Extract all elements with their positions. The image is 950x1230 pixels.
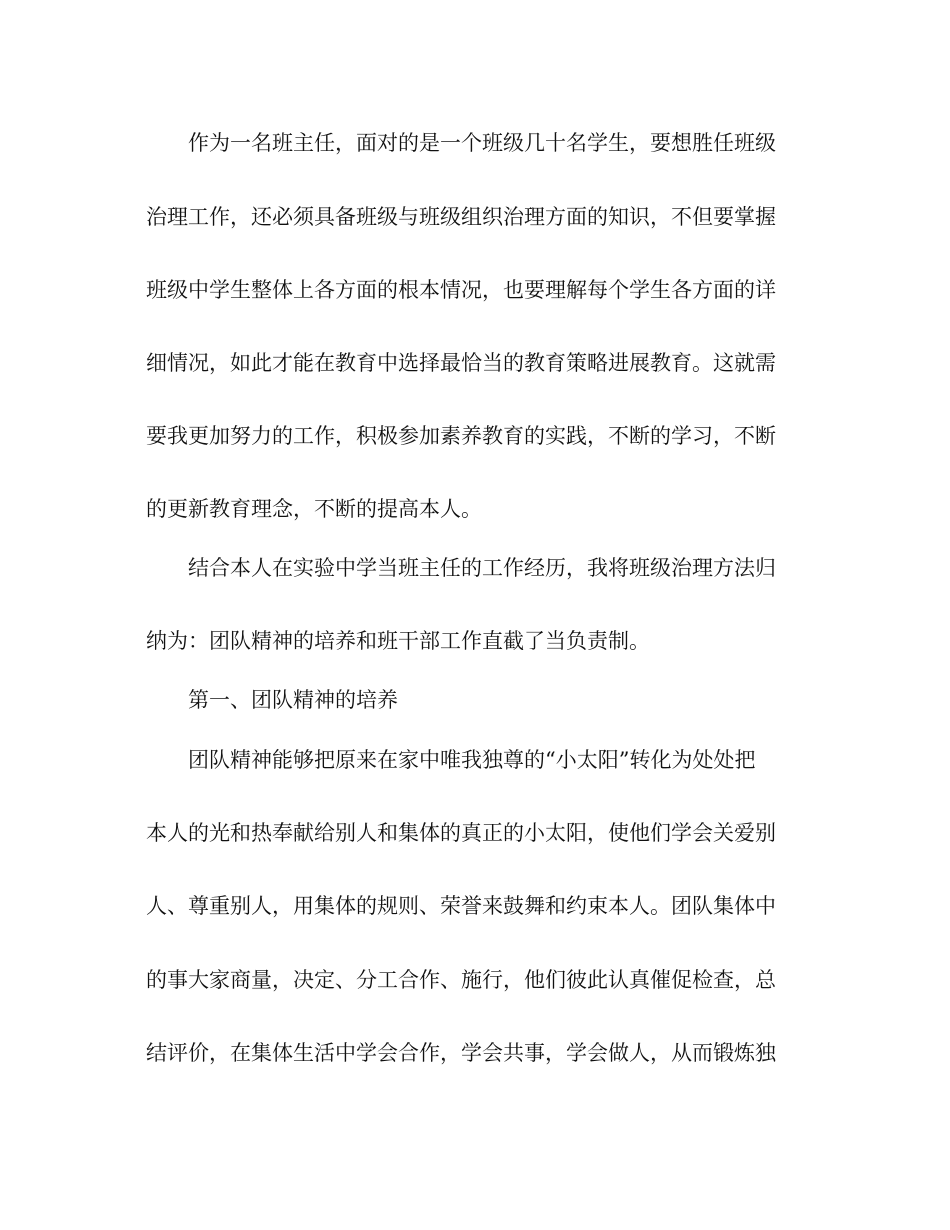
paragraph-1-line-2: 治理工作，还必须具备班级与班级组织治理方面的知识，不但要掌握 xyxy=(146,205,776,229)
paragraph-1-line-6: 的更新教育理念，不断的提高本人。 xyxy=(146,497,482,521)
paragraph-1-line-3: 班级中学生整体上各方面的根本情况，也要理解每个学生各方面的详 xyxy=(146,278,776,302)
paragraph-3-line-2: 本人的光和热奉献给别人和集体的真正的小太阳，使他们学会关爱别 xyxy=(146,821,776,845)
paragraph-3-line-3: 人、尊重别人，用集体的规则、荣誉来鼓舞和约束本人。团队集体中 xyxy=(146,894,776,918)
section-heading: 第一、团队精神的培养 xyxy=(188,688,398,712)
paragraph-1-line-4: 细情况，如此才能在教育中选择最恰当的教育策略进展教育。这就需 xyxy=(146,351,776,375)
paragraph-1-line-5: 要我更加努力的工作，积极参加素养教育的实践，不断的学习，不断 xyxy=(146,424,776,448)
paragraph-3-line-5: 结评价，在集体生活中学会合作，学会共事，学会做人，从而锻炼独 xyxy=(146,1041,776,1065)
paragraph-2-line-2: 纳为：团队精神的培养和班干部工作直截了当负责制。 xyxy=(146,629,650,653)
paragraph-1-line-1: 作为一名班主任，面对的是一个班级几十名学生，要想胜任班级 xyxy=(188,131,776,155)
paragraph-2-line-1: 结合本人在实验中学当班主任的工作经历，我将班级治理方法归 xyxy=(188,556,776,580)
paragraph-3-line-1: 团队精神能够把原来在家中唯我独尊的“小太阳”转化为处处把 xyxy=(188,748,756,772)
paragraph-3-line-4: 的事大家商量，决定、分工合作、施行，他们彼此认真催促检查，总 xyxy=(146,968,776,992)
